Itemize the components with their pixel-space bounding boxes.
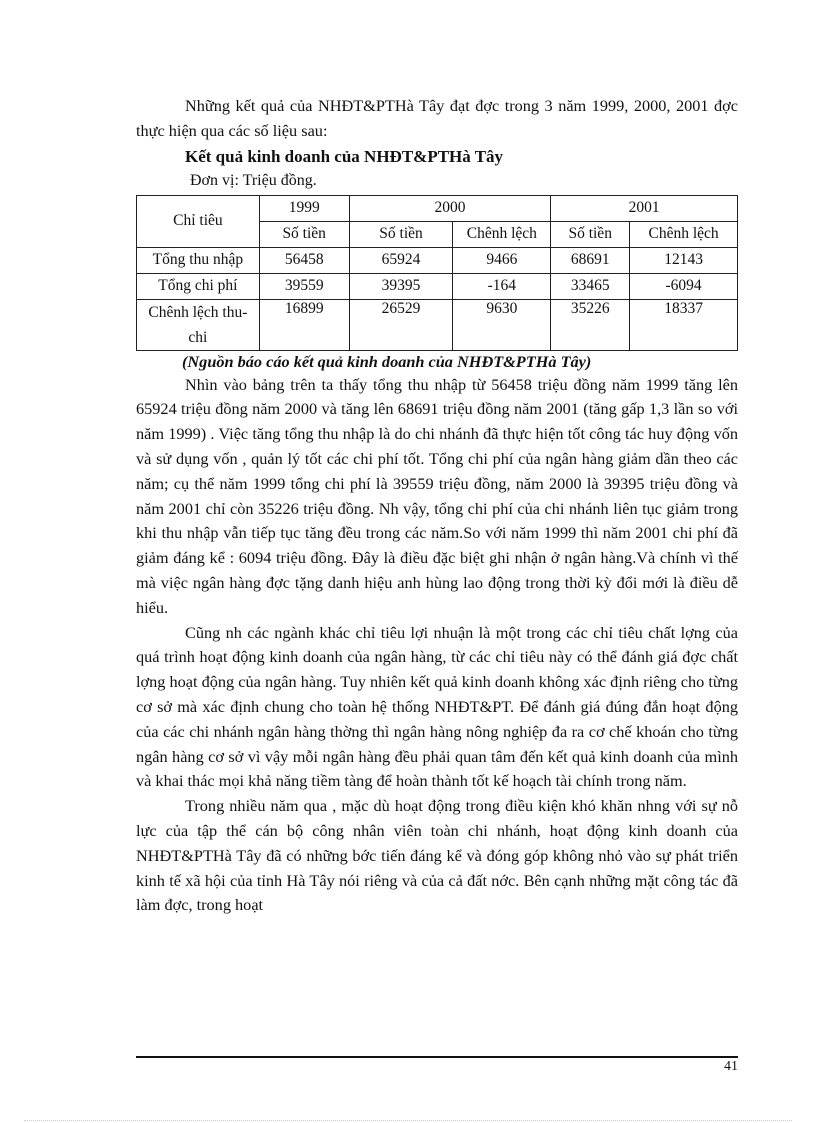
table-cell: 12143 [630, 247, 738, 273]
table-cell: 9466 [453, 247, 551, 273]
body-paragraph-1: Nhìn vào bảng trên ta thấy tổng thu nhập từ 56458 triệu đồng năm 1999 tăng lên 65924 triệu đồng năm 2000 và tăng lên 68691 triệu đồng năm 2001 (tăng gấp 1,3 lần so với năm 1999) . Việc tăng tổng thu nhập là do chi nhánh đã thực hiện tốt công tác huy động vốn và sử dụng vốn , quản lý tốt các chi phí tốt. Tổng chi phí của ngân hàng giảm dần theo các năm; cụ thể năm 1999 tổng chi phí là 39559 triệu đồng, năm 2000 là 39395 triệu đồng và năm 2001 chỉ còn 35226 triệu đồng. Nh vậy, tổng chi phí của chi nhánh liên tục giảm trong khi thu nhập vẫn tiếp tục tăng đều trong các năm.So với năm 1999 thì năm 2001 chi phí đã giảm đáng kể : 6094 triệu đồng. Đây là điều đặc biệt ghi nhận ở ngân hàng.Và chính vì thế mà việc ngân hàng đợc tặng danh hiệu anh hùng lao động trong thời kỳ đổi mới là điều dễ hiểu. [136, 374, 738, 617]
header-year-2001: 2001 [551, 195, 738, 221]
intro-paragraph: Những kết quả của NHĐT&PTHà Tây đạt đợc trong 3 năm 1999, 2000, 2001 đợc thực hiện qua các số liệu sau: [136, 96, 738, 140]
header-year-2000: 2000 [349, 195, 551, 221]
row-label: Chênh lệch thu-chi [137, 299, 260, 350]
table-row [137, 273, 738, 299]
table-title: Kết quả kinh doanh của NHĐT&PTHà Tây [185, 146, 504, 166]
table-row [137, 299, 738, 350]
header-year-1999: 1999 [259, 195, 349, 221]
table-cell: -164 [453, 273, 551, 299]
page-number: 41 [724, 1059, 738, 1074]
header-criteria: Chỉ tiêu [137, 195, 260, 247]
table-row [137, 247, 738, 273]
table-cell: 39395 [349, 273, 453, 299]
results-table [136, 195, 738, 351]
table-cell: 16899 [259, 299, 349, 350]
table-cell: 35226 [551, 299, 630, 350]
table-cell: 9630 [453, 299, 551, 350]
page-content [136, 94, 738, 918]
table-cell: 39559 [259, 273, 349, 299]
subheader-cell: Số tiền [349, 221, 453, 247]
body-paragraph-2: Cũng nh các ngành khác chỉ tiêu lợi nhuận là một trong các chỉ tiêu chất lợng của quá trình hoạt động kinh doanh của ngân hàng, từ các chỉ tiêu này có thể đánh giá đợc chất lợng hoạt động của ngân hàng. Tuy nhiên kết quả kinh doanh không xác định riêng cho từng cơ sở mà xác định chung cho toàn hệ thống NHĐT&PT. Để đánh giá đúng đắn hoạt động của các chi nhánh ngân hàng thờng thì ngân hàng nông nghiệp đa ra cơ chế khoán cho từng ngân hàng cơ sở vì vậy mỗi ngân hàng đều phải quan tâm đến kết quả kinh doanh của mình và khai thác mọi khả năng tiềm tàng để hoàn thành tốt kế hoạch tài chính trong năm. [136, 622, 738, 791]
table-cell: 56458 [259, 247, 349, 273]
table-cell: -6094 [630, 273, 738, 299]
table-header-row [137, 195, 738, 221]
row-label: Tổng thu nhập [137, 247, 260, 273]
footer-rule [136, 1056, 738, 1058]
table-cell: 18337 [630, 299, 738, 350]
subheader-cell: Chênh lệch [453, 221, 551, 247]
table-cell: 68691 [551, 247, 630, 273]
unit-label: Đơn vị: Triệu đồng. [190, 171, 317, 189]
row-label: Tổng chi phí [137, 273, 260, 299]
body-paragraph-3: Trong nhiều năm qua , mặc dù hoạt động trong điều kiện khó khăn nhng với sự nỗ lực của tập thể cán bộ công nhân viên toàn chi nhánh, hoạt động kinh doanh của NHĐT&PTHà Tây đã có những bớc tiến đáng kể và đóng góp không nhỏ vào sự phát triển kinh tế xã hội của tỉnh Hà Tây nói riêng và của cả đất nớc. Bên cạnh những mặt công tác đã làm đợc, trong hoạt [136, 796, 738, 915]
subheader-cell: Chênh lệch [630, 221, 738, 247]
table-cell: 33465 [551, 273, 630, 299]
table-cell: 26529 [349, 299, 453, 350]
subheader-cell: Số tiền [551, 221, 630, 247]
table-source-note: (Nguồn báo cáo kết quả kinh doanh của NHĐT&PTHà Tây) [182, 351, 592, 371]
subheader-cell: Số tiền [259, 221, 349, 247]
table-cell: 65924 [349, 247, 453, 273]
page-bottom-border [24, 1120, 792, 1121]
